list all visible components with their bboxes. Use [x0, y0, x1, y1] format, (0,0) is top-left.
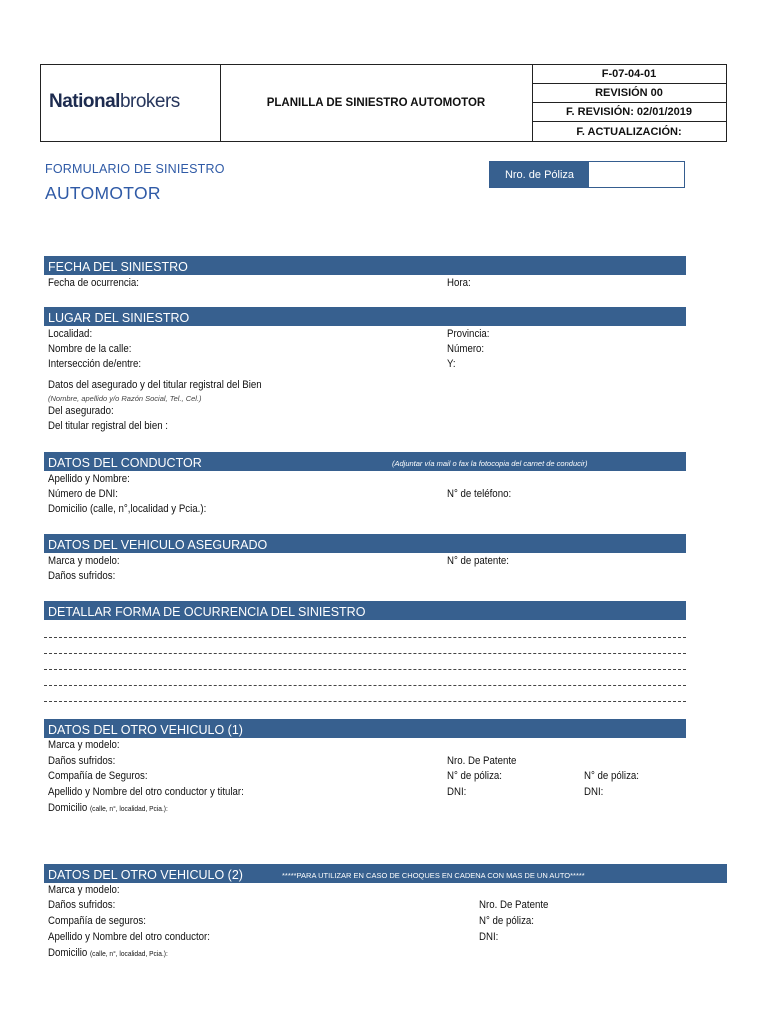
document-revision: REVISIÓN 00 [532, 84, 726, 103]
numero-label: Número: [447, 343, 485, 355]
detalle-line[interactable] [44, 669, 686, 670]
otro1-domicilio-text: Domicilio [48, 802, 88, 814]
revision-date: F. REVISIÓN: 02/01/2019 [532, 103, 726, 122]
y-label: Y: [447, 358, 456, 370]
vehiculo-patente-label: N° de patente: [447, 555, 509, 567]
form-title: AUTOMOTOR [45, 183, 161, 203]
logo-cell [41, 65, 221, 141]
interseccion-label: Intersección de/entre: [48, 358, 142, 370]
conductor-apellido-label: Apellido y Nombre: [48, 473, 130, 485]
otro1-domicilio-label [48, 802, 168, 814]
conductor-domicilio-label: Domicilio (calle, n°,localidad y Pcia.): [48, 503, 207, 515]
section-otro2-title: DATOS DEL OTRO VEHICULO (2) [48, 868, 243, 882]
conductor-note: (Adjuntar vía mail o fax la fotocopia del carnet de conducir) [392, 459, 588, 468]
otro2-compania-label: Compañía de seguros: [48, 915, 146, 927]
otro1-dni-b-label: DNI: [584, 786, 604, 798]
detalle-line[interactable] [44, 701, 686, 702]
otro2-domicilio-text: Domicilio [48, 947, 88, 959]
otro2-domicilio-label [48, 947, 168, 959]
section-conductor-title: DATOS DEL CONDUCTOR [48, 456, 202, 470]
section-vehiculo-title: DATOS DEL VEHICULO ASEGURADO [48, 538, 268, 552]
section-otro1-heading [44, 719, 686, 738]
section-lugar-title: LUGAR DEL SINIESTRO [48, 311, 190, 325]
asegurado-label: Del asegurado: [48, 405, 114, 417]
vehiculo-marca-label: Marca y modelo: [48, 555, 120, 567]
form-subtitle: FORMULARIO DE SINIESTRO [45, 162, 225, 176]
document-meta [532, 65, 726, 141]
detalle-line[interactable] [44, 653, 686, 654]
otro2-marca-label: Marca y modelo: [48, 884, 120, 896]
conductor-dni-label: Número de DNI: [48, 488, 118, 500]
otro1-patente-label: Nro. De Patente [447, 755, 517, 767]
otro2-patente-label: Nro. De Patente [479, 899, 549, 911]
section-detalle-heading [44, 601, 686, 620]
poliza-label: Nro. de Póliza [490, 162, 589, 187]
vehiculo-danos-label: Daños sufridos: [48, 570, 116, 582]
otro1-dni-a-label: DNI: [447, 786, 467, 798]
datos-asegurado-label: Datos del asegurado y del titular registral del Bien [48, 379, 262, 391]
calle-label: Nombre de la calle: [48, 343, 132, 355]
detalle-line[interactable] [44, 637, 686, 638]
section-fecha-title: FECHA DEL SINIESTRO [48, 260, 188, 274]
poliza-box [489, 161, 685, 188]
otro2-apellido-label: Apellido y Nombre del otro conductor: [48, 931, 210, 943]
section-lugar-heading [44, 307, 686, 326]
titular-label: Del titular registral del bien : [48, 420, 168, 432]
localidad-label: Localidad: [48, 328, 93, 340]
fecha-ocurrencia-label: Fecha de ocurrencia: [48, 277, 139, 289]
document-header [40, 64, 727, 142]
otro1-danos-label: Daños sufridos: [48, 755, 116, 767]
poliza-input[interactable] [589, 162, 684, 187]
section-detalle-title: DETALLAR FORMA DE OCURRENCIA DEL SINIESTRO [48, 605, 366, 619]
section-fecha-heading [44, 256, 686, 275]
otro1-poliza-a-label: N° de póliza: [447, 770, 502, 782]
otro1-apellido-label: Apellido y Nombre del otro conductor y titular: [48, 786, 244, 798]
otro2-poliza-label: N° de póliza: [479, 915, 534, 927]
otro1-marca-label: Marca y modelo: [48, 739, 120, 751]
section-otro2-heading [44, 864, 727, 883]
section-conductor-heading [44, 452, 686, 471]
update-date: F. ACTUALIZACIÓN: [576, 125, 682, 138]
otro1-poliza-b-label: N° de póliza: [584, 770, 639, 782]
otro2-note: *****PARA UTILIZAR EN CASO DE CHOQUES EN CADENA CON MAS DE UN AUTO***** [282, 871, 585, 880]
otro2-danos-label: Daños sufridos: [48, 899, 116, 911]
otro2-domicilio-hint: (calle, n°, localidad, Pcia.): [89, 949, 168, 958]
otro1-compania-label: Compañía de Seguros: [48, 770, 148, 782]
provincia-label: Provincia: [447, 328, 490, 340]
detalle-line[interactable] [44, 685, 686, 686]
logo-bold-text: National [49, 91, 120, 112]
document-title: PLANILLA DE SINIESTRO AUTOMOTOR [220, 65, 533, 141]
otro1-domicilio-hint: (calle, n°, localidad, Pcia.): [89, 804, 168, 813]
document-code: F-07-04-01 [532, 65, 726, 84]
otro2-dni-label: DNI: [479, 931, 499, 943]
section-otro1-title: DATOS DEL OTRO VEHICULO (1) [48, 723, 243, 737]
conductor-telefono-label: N° de teléfono: [447, 488, 512, 500]
company-logo [49, 91, 180, 113]
hora-label: Hora: [447, 277, 471, 289]
section-vehiculo-heading [44, 534, 686, 553]
datos-asegurado-hint: (Nombre, apellido y/o Razón Social, Tel., Cel.) [48, 394, 202, 403]
logo-light-text: brokers [119, 91, 180, 112]
